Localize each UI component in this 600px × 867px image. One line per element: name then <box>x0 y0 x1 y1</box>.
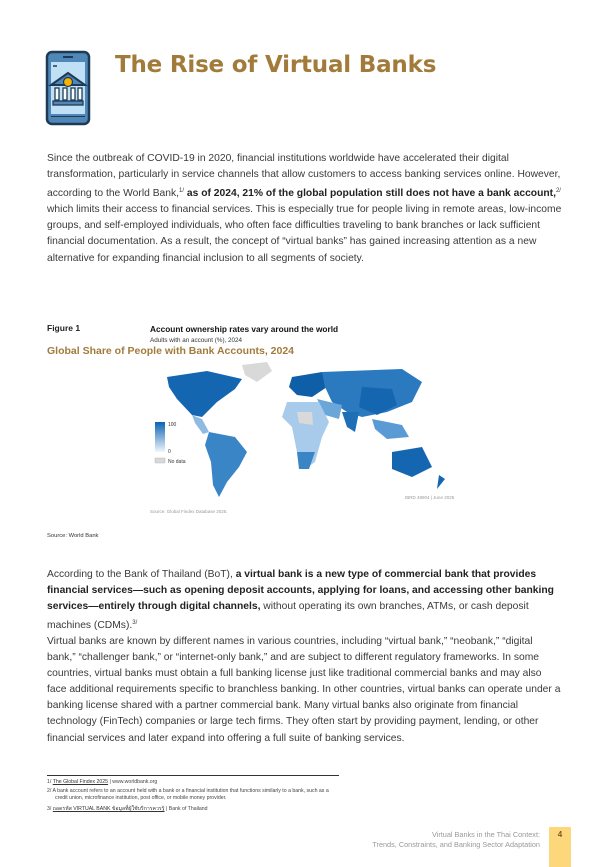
new-zealand <box>437 475 445 489</box>
australia <box>392 447 432 477</box>
greenland <box>242 362 272 382</box>
figure-source: Source: World Bank <box>47 533 99 539</box>
sahel-nodata <box>297 412 313 425</box>
footnote-ref: 3/ <box>132 620 138 627</box>
footnote-ref: 2/ <box>555 188 561 195</box>
footnote-1: 1/ The Global Findex 2025 | www.worldbank.org <box>47 779 158 785</box>
map-credit: IBRD 48904 | June 2025 <box>405 495 455 500</box>
footnote-3: 3/ ถอดรหัส VIRTUAL BANK ข้อมูลที่ผู้ใช้บริการควรรู้ | Bank of Thailand <box>47 806 208 812</box>
legend-max: 100 <box>168 422 177 428</box>
footnote-ref: 1/ <box>179 188 185 195</box>
mobile-bank-icon <box>45 50 93 126</box>
figure-label: Figure 1 <box>47 323 81 333</box>
central-america <box>192 415 209 434</box>
page-title: The Rise of Virtual Banks <box>115 52 437 78</box>
running-footer: Virtual Banks in the Thai Context: Trends, Constraints, and Banking Sector Adaptation <box>372 830 540 849</box>
map-subtitle: Adults with an account (%), 2024 <box>150 337 243 344</box>
legend-nodata-swatch <box>155 458 165 463</box>
map-title: Account ownership rates vary around the world <box>150 324 339 334</box>
footnote-divider <box>47 775 339 776</box>
southeast-asia <box>372 419 409 439</box>
footnote-link[interactable]: The Global Findex 2025 <box>52 779 109 785</box>
map-source: Source: Global Findex Database 2025. <box>150 509 228 514</box>
legend-gradient <box>155 422 165 452</box>
legend-nodata: No data <box>168 459 186 465</box>
footnote-2: 2/ A bank account refers to an account held with a bank or a financial institution that functions similarly to a bank, such as a credit union, microfinance institution, post office, or mobile money provider. <box>47 788 329 801</box>
india <box>342 412 359 432</box>
body-paragraph-1: According to the Bank of Thailand (BoT), a virtual bank is a new type of commercial bank that provides financial services—such as opening deposit accounts, applying for loans, and accessing other banking services—entirely through digital channels, without operating its own branches, ATMs, or cash deposit machines (CDMs).$^{3/}$ <box>47 569 554 632</box>
footnote-link[interactable]: ถอดรหัส VIRTUAL BANK ข้อมูลที่ผู้ใช้บริการควรรู้ <box>52 806 165 812</box>
page-number: 4 <box>557 830 563 839</box>
north-america <box>167 371 242 417</box>
south-america <box>205 432 247 497</box>
body-paragraph-2: Virtual banks are known by different names in various countries, including “virtual bank,” “neobank,” “digital bank,” “challenger bank,” or “internet-only bank,” and are subject to different regulatory frameworks. In some countries, virtual banks must obtain a full banking license just like traditional commercial banks and may also face additional requirements specific to branchless banking. In other countries, virtual banks can operate under a banking license shared with a partner commercial bank. Many virtual banks also originate from financial technology (FinTech) companies or large tech firms. They often start by providing payment, lending, or other financial services and later expand into offering a full suite of banking services. <box>47 636 561 744</box>
europe <box>289 372 327 397</box>
world-map <box>147 357 462 507</box>
intro-paragraph: Since the outbreak of COVID-19 in 2020, financial institutions worldwide have accelerated their digital transformation, particularly in service channels that allow customers to access banking services online. However, according to the World Bank,$^{1/}$ as of 2024, 21% of the global population still does not have a bank account,$^{2/}$ which limits their access to financial services. This is especially true for people living in remote areas, low-income groups, and self-employed individuals, who often face difficulties traveling to bank branches or lack sufficient financial documentation. As a result, the concept of “virtual banks” has gained increasing attention as a new alternative for expanding financial inclusion to all segments of society. <box>47 153 562 264</box>
legend-min: 0 <box>168 449 171 455</box>
figure-title: Global Share of People with Bank Accounts, 2024 <box>47 345 295 357</box>
